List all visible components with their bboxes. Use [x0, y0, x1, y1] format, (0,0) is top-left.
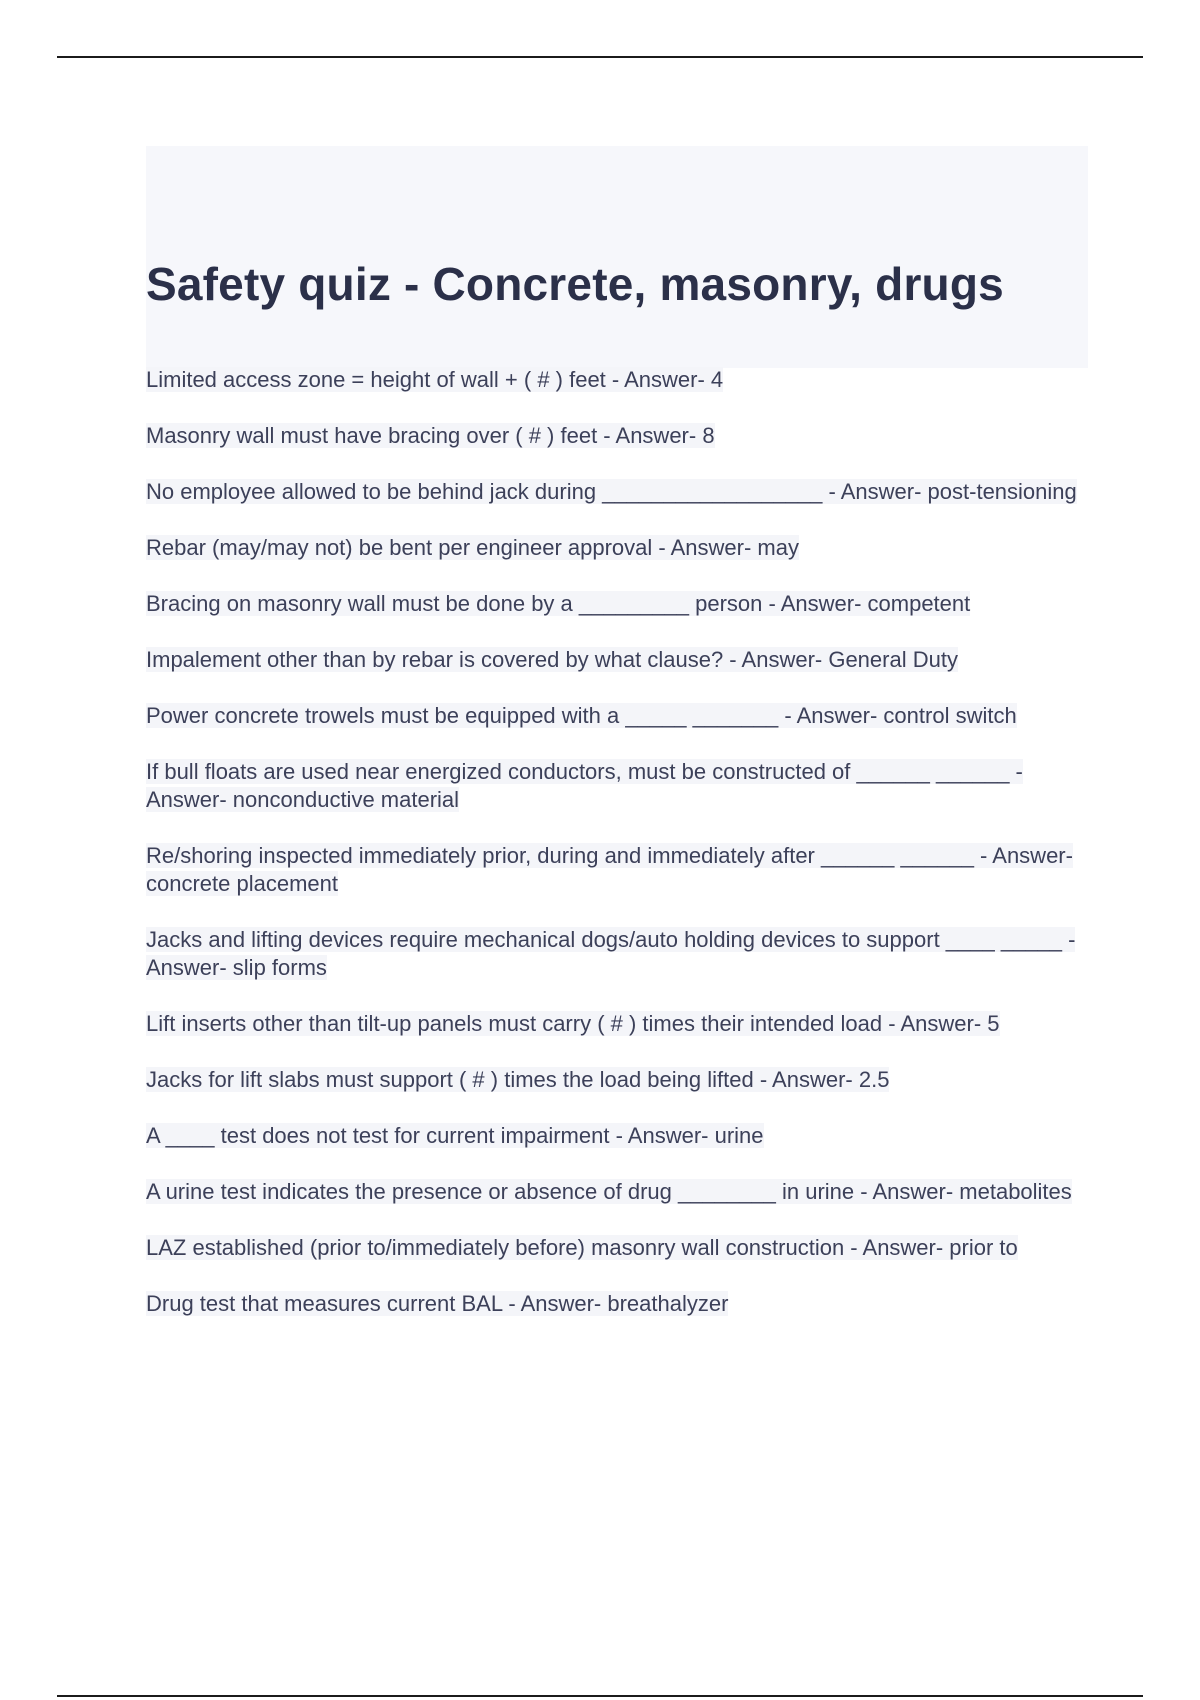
- qa-item: Jacks for lift slabs must support ( # ) times the load being lifted - Answer- 2.5: [146, 1067, 890, 1092]
- bottom-rule: [57, 1695, 1143, 1697]
- qa-item: Jacks and lifting devices require mechanical dogs/auto holding devices to support ____ _____ - Answer- slip forms: [146, 927, 1076, 980]
- qa-item: Bracing on masonry wall must be done by a _________ person - Answer- competent: [146, 591, 971, 616]
- qa-item: Power concrete trowels must be equipped with a _____ _______ - Answer- control switch: [146, 703, 1017, 728]
- qa-item: A urine test indicates the presence or absence of drug ________ in urine - Answer- metabolites: [146, 1179, 1072, 1204]
- qa-item: Limited access zone = height of wall + ( # ) feet - Answer- 4: [146, 367, 724, 392]
- qa-item: Lift inserts other than tilt-up panels must carry ( # ) times their intended load - Answer- 5: [146, 1011, 1000, 1036]
- qa-item: Rebar (may/may not) be bent per engineer approval - Answer- may: [146, 535, 799, 560]
- qa-item: LAZ established (prior to/immediately before) masonry wall construction - Answer- prior to: [146, 1235, 1018, 1260]
- top-rule: [57, 56, 1143, 58]
- qa-item: Impalement other than by rebar is covered by what clause? - Answer- General Duty: [146, 647, 958, 672]
- qa-item: A ____ test does not test for current impairment - Answer- urine: [146, 1123, 764, 1148]
- qa-item: If bull floats are used near energized conductors, must be constructed of ______ ______ - Answer- nonconductive material: [146, 759, 1023, 812]
- qa-item: Re/shoring inspected immediately prior, during and immediately after ______ ______ - Answer- concrete placement: [146, 843, 1073, 896]
- qa-item: No employee allowed to be behind jack during __________________ - Answer- post-tensioning: [146, 479, 1077, 504]
- qa-item: Drug test that measures current BAL - Answer- breathalyzer: [146, 1291, 729, 1316]
- qa-list: [146, 366, 1088, 1346]
- qa-item: Masonry wall must have bracing over ( # ) feet - Answer- 8: [146, 423, 715, 448]
- document-title: Safety quiz - Concrete, masonry, drugs: [146, 258, 1004, 310]
